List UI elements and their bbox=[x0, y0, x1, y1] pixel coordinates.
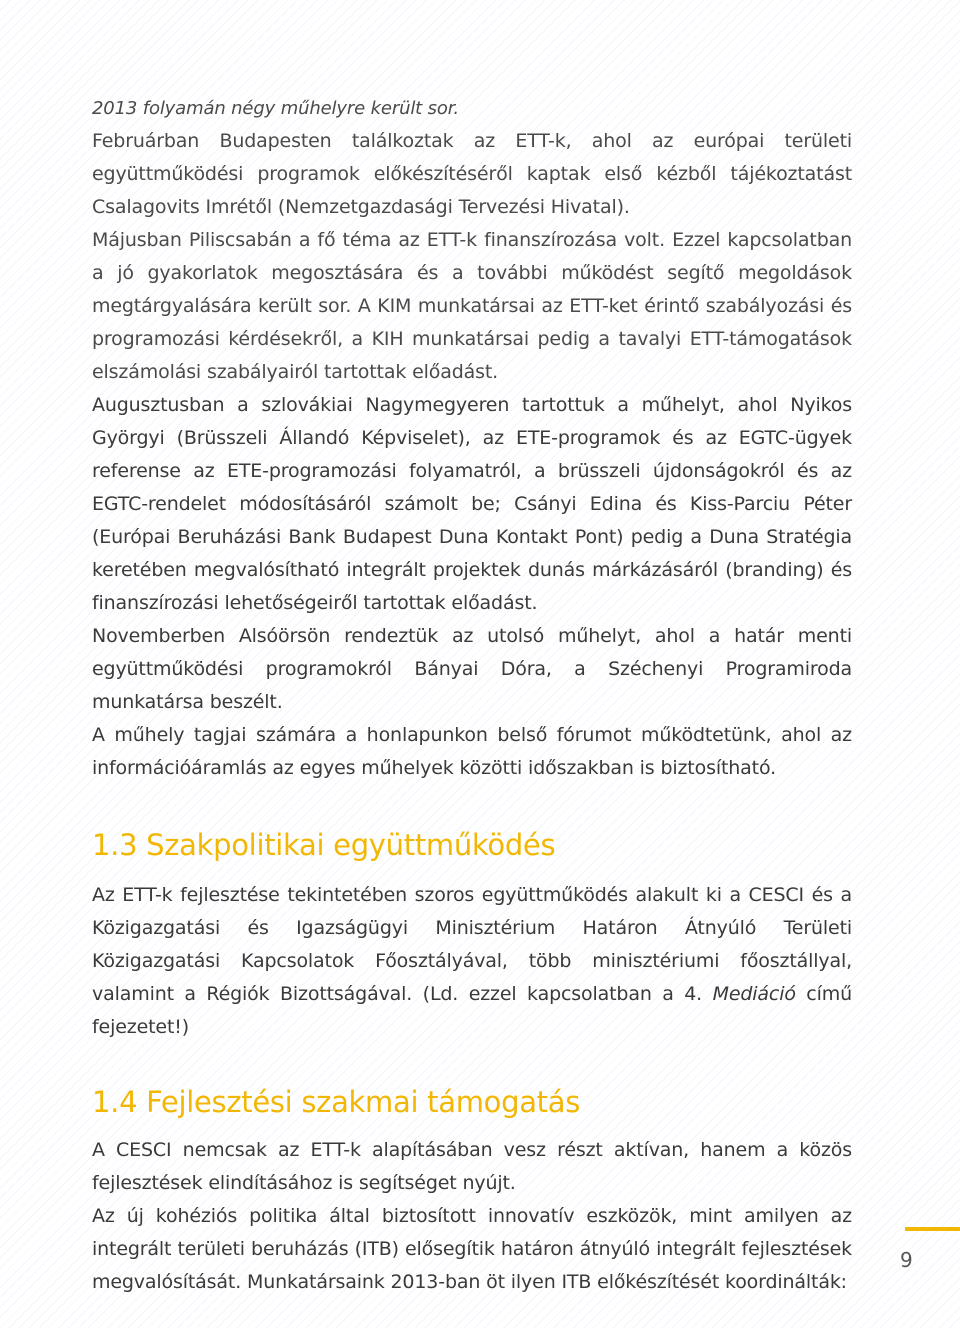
page-number-accent-line bbox=[905, 1227, 960, 1231]
paragraph-may: Májusban Piliscsabán a fő téma az ETT-k finanszírozása volt. Ezzel kapcsolatban a jó gyakorlatok megosztására és a további működést segítő megoldások megtárgyalására került sor. A KIM munkatársai az ETT-ket érintő szabályozási és programozási kérdésekről, a KIH munkatársai pedig a tavalyi ETT-támogatások elszámolási szabályairól tartottak előadást. bbox=[92, 229, 852, 383]
chapter-reference-link: Mediáció bbox=[712, 983, 796, 1005]
paragraph-itb: Az új kohéziós politika által biztosított innovatív eszközök, mint amilyen az integrált területi beruházás (ITB) elősegítik határon átnyúló integrált fejlesztések megvalósítását. Munkatársaink 2013-ban öt ilyen ITB előkészítését koordinálták: bbox=[92, 1205, 852, 1293]
paragraph-forum: A műhely tagjai számára a honlapunkon belső fórumot működtetünk, ahol az információáramlás az egyes műhelyek közötti időszakban is biztosítható. bbox=[92, 724, 852, 779]
page-number: 9 bbox=[900, 1248, 913, 1272]
paragraph-february: Februárban Budapesten találkoztak az ETT-k, ahol az európai területi együttműködési programok előkészítéséről kaptak első kézből tájékoztatást Csalagovits Imrétől (Nemzetgazdasági Tervezési Hivatal). bbox=[92, 130, 852, 218]
policy-text-end: című fejezetet!) bbox=[92, 983, 852, 1038]
paragraph-support: A CESCI nemcsak az ETT-k alapításában vesz részt aktívan, hanem a közös fejlesztések elindításához is segítséget nyújt. bbox=[92, 1139, 852, 1194]
document-body bbox=[92, 92, 852, 1299]
section-heading-1-3: 1.3 Szakpolitikai együttműködés bbox=[92, 828, 556, 862]
paragraph-policy-cooperation bbox=[92, 879, 852, 1044]
paragraph-august: Augusztusban a szlovákiai Nagymegyeren tartottuk a műhelyt, ahol Nyikos Györgyi (Brüsszeli Állandó Képviselet), az ETE-programok és az EGTC-ügyek referense az ETE-programozási folyamatról, a brüsszeli újdonságokról és az EGTC-rendelet módosításáról számolt be; Csányi Edina és Kiss-Parciu Péter (Európai Beruházási Bank Budapest Duna Kontakt Pont) pedig a Duna Stratégia keretében megvalósítható integrált projektek dunás márkázásáról (branding) és finanszírozási lehetőségeiről tartottak előadást. bbox=[92, 394, 852, 614]
paragraph-november: Novemberben Alsóörsön rendeztük az utolsó műhelyt, ahol a határ menti együttműködési programokról Bányai Dóra, a Széchenyi Programiroda munkatársa beszélt. bbox=[92, 625, 852, 713]
section-heading-1-4: 1.4 Fejlesztési szakmai támogatás bbox=[92, 1085, 581, 1119]
policy-text-start: Az ETT-k fejlesztése tekintetében szoros együttműködés alakult ki a CESCI és a Közigazgatási és Igazságügyi Minisztérium Határon Átnyúló Területi Közigazgatási Kapcsolatok Főosztályával, több minisztériumi főosztállyal, valamint a Régiók Bizottságával. (Ld. ezzel kapcsolatban a 4. bbox=[92, 884, 852, 1005]
paragraph-intro: 2013 folyamán négy műhelyre került sor. bbox=[92, 98, 459, 119]
